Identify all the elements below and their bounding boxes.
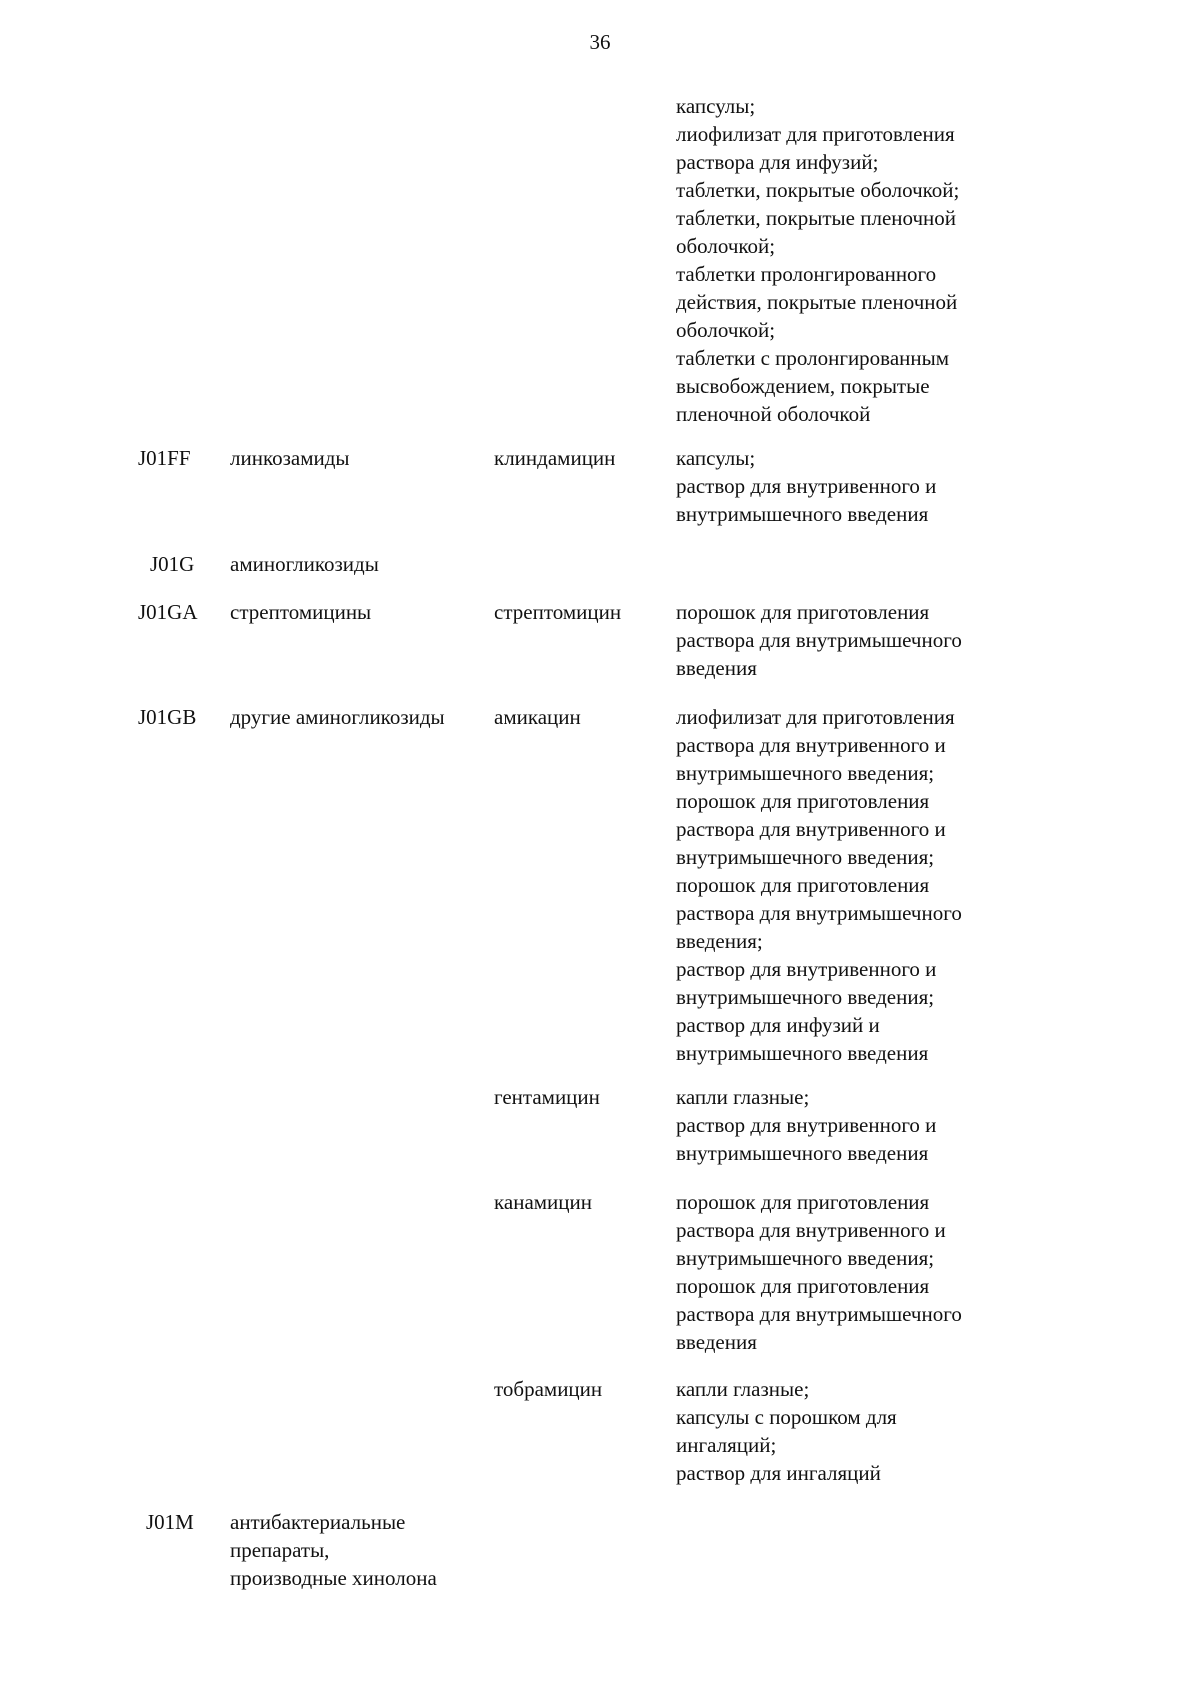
- form-line: пленочной оболочкой: [676, 402, 871, 426]
- group-cell: [230, 598, 371, 626]
- form-line: капсулы;: [676, 446, 756, 470]
- form-line: оболочкой;: [676, 318, 776, 342]
- form-line: капли глазные;: [676, 1085, 810, 1109]
- form-line: высвобождением, покрытые: [676, 374, 930, 398]
- forms-cell: [676, 1083, 936, 1167]
- form-line: раствор для инфузий и: [676, 1013, 880, 1037]
- form-line: лиофилизат для приготовления: [676, 122, 955, 146]
- group-line: аминогликозиды: [230, 552, 379, 576]
- form-line: раствор для внутривенного и: [676, 957, 937, 981]
- form-line: раствора для внутривенного и: [676, 1218, 946, 1242]
- group-line: антибактериальные: [230, 1510, 406, 1534]
- form-line: раствора для внутривенного и: [676, 733, 946, 757]
- drug-name: тобрамицин: [494, 1377, 603, 1401]
- atc-code: J01GA: [138, 600, 198, 624]
- form-line: внутримышечного введения;: [676, 985, 935, 1009]
- drug-name: гентамицин: [494, 1085, 600, 1109]
- forms-cell: [676, 92, 959, 428]
- form-line: капсулы;: [676, 94, 756, 118]
- form-line: порошок для приготовления: [676, 789, 930, 813]
- form-line: капсулы с порошком для: [676, 1405, 897, 1429]
- group-cell: [230, 703, 445, 731]
- form-line: раствора для внутривенного и: [676, 817, 946, 841]
- form-line: лиофилизат для приготовления: [676, 705, 955, 729]
- form-line: раствор для внутривенного и: [676, 474, 937, 498]
- form-line: порошок для приготовления: [676, 1190, 930, 1214]
- atc-code: J01G: [150, 552, 195, 576]
- form-line: порошок для приготовления: [676, 873, 930, 897]
- form-line: раствор для ингаляций: [676, 1461, 881, 1485]
- drug-name: канамицин: [494, 1190, 593, 1214]
- group-cell: [230, 1508, 437, 1592]
- form-line: раствора для внутримышечного: [676, 628, 962, 652]
- form-line: введения: [676, 656, 757, 680]
- form-line: внутримышечного введения: [676, 502, 929, 526]
- group-line: линкозамиды: [230, 446, 350, 470]
- form-line: раствора для внутримышечного: [676, 1302, 962, 1326]
- form-line: раствора для инфузий;: [676, 150, 879, 174]
- atc-code: J01GB: [138, 705, 197, 729]
- forms-cell: [676, 1188, 962, 1356]
- form-line: внутримышечного введения: [676, 1141, 929, 1165]
- forms-cell: [676, 444, 936, 528]
- group-cell: [230, 444, 350, 472]
- group-line: препараты,: [230, 1538, 330, 1562]
- form-line: введения;: [676, 929, 763, 953]
- form-line: раствора для внутримышечного: [676, 901, 962, 925]
- form-line: внутримышечного введения;: [676, 1246, 935, 1270]
- form-line: внутримышечного введения;: [676, 845, 935, 869]
- group-line: стрептомицины: [230, 600, 372, 624]
- atc-code: J01FF: [138, 446, 191, 470]
- page-number: 36: [589, 30, 611, 54]
- drug-name: клиндамицин: [494, 446, 616, 470]
- form-line: введения: [676, 1330, 757, 1354]
- group-line: другие аминогликозиды: [230, 705, 445, 729]
- forms-cell: [676, 703, 962, 1067]
- form-line: оболочкой;: [676, 234, 776, 258]
- form-line: порошок для приготовления: [676, 600, 930, 624]
- forms-cell: [676, 1375, 897, 1487]
- form-line: капли глазные;: [676, 1377, 810, 1401]
- drug-name: стрептомицин: [494, 600, 622, 624]
- form-line: таблетки, покрытые пленочной: [676, 206, 957, 230]
- form-line: раствор для внутривенного и: [676, 1113, 937, 1137]
- group-cell: [230, 550, 379, 578]
- forms-cell: [676, 598, 962, 682]
- form-line: таблетки, покрытые оболочкой;: [676, 178, 960, 202]
- form-line: ингаляций;: [676, 1433, 777, 1457]
- form-line: таблетки с пролонгированным: [676, 346, 950, 370]
- form-line: порошок для приготовления: [676, 1274, 930, 1298]
- group-line: производные хинолона: [230, 1566, 437, 1590]
- form-line: таблетки пролонгированного: [676, 262, 937, 286]
- form-line: внутримышечного введения: [676, 1041, 929, 1065]
- form-line: внутримышечного введения;: [676, 761, 935, 785]
- atc-code: J01M: [146, 1510, 194, 1534]
- drug-name: амикацин: [494, 705, 581, 729]
- form-line: действия, покрытые пленочной: [676, 290, 958, 314]
